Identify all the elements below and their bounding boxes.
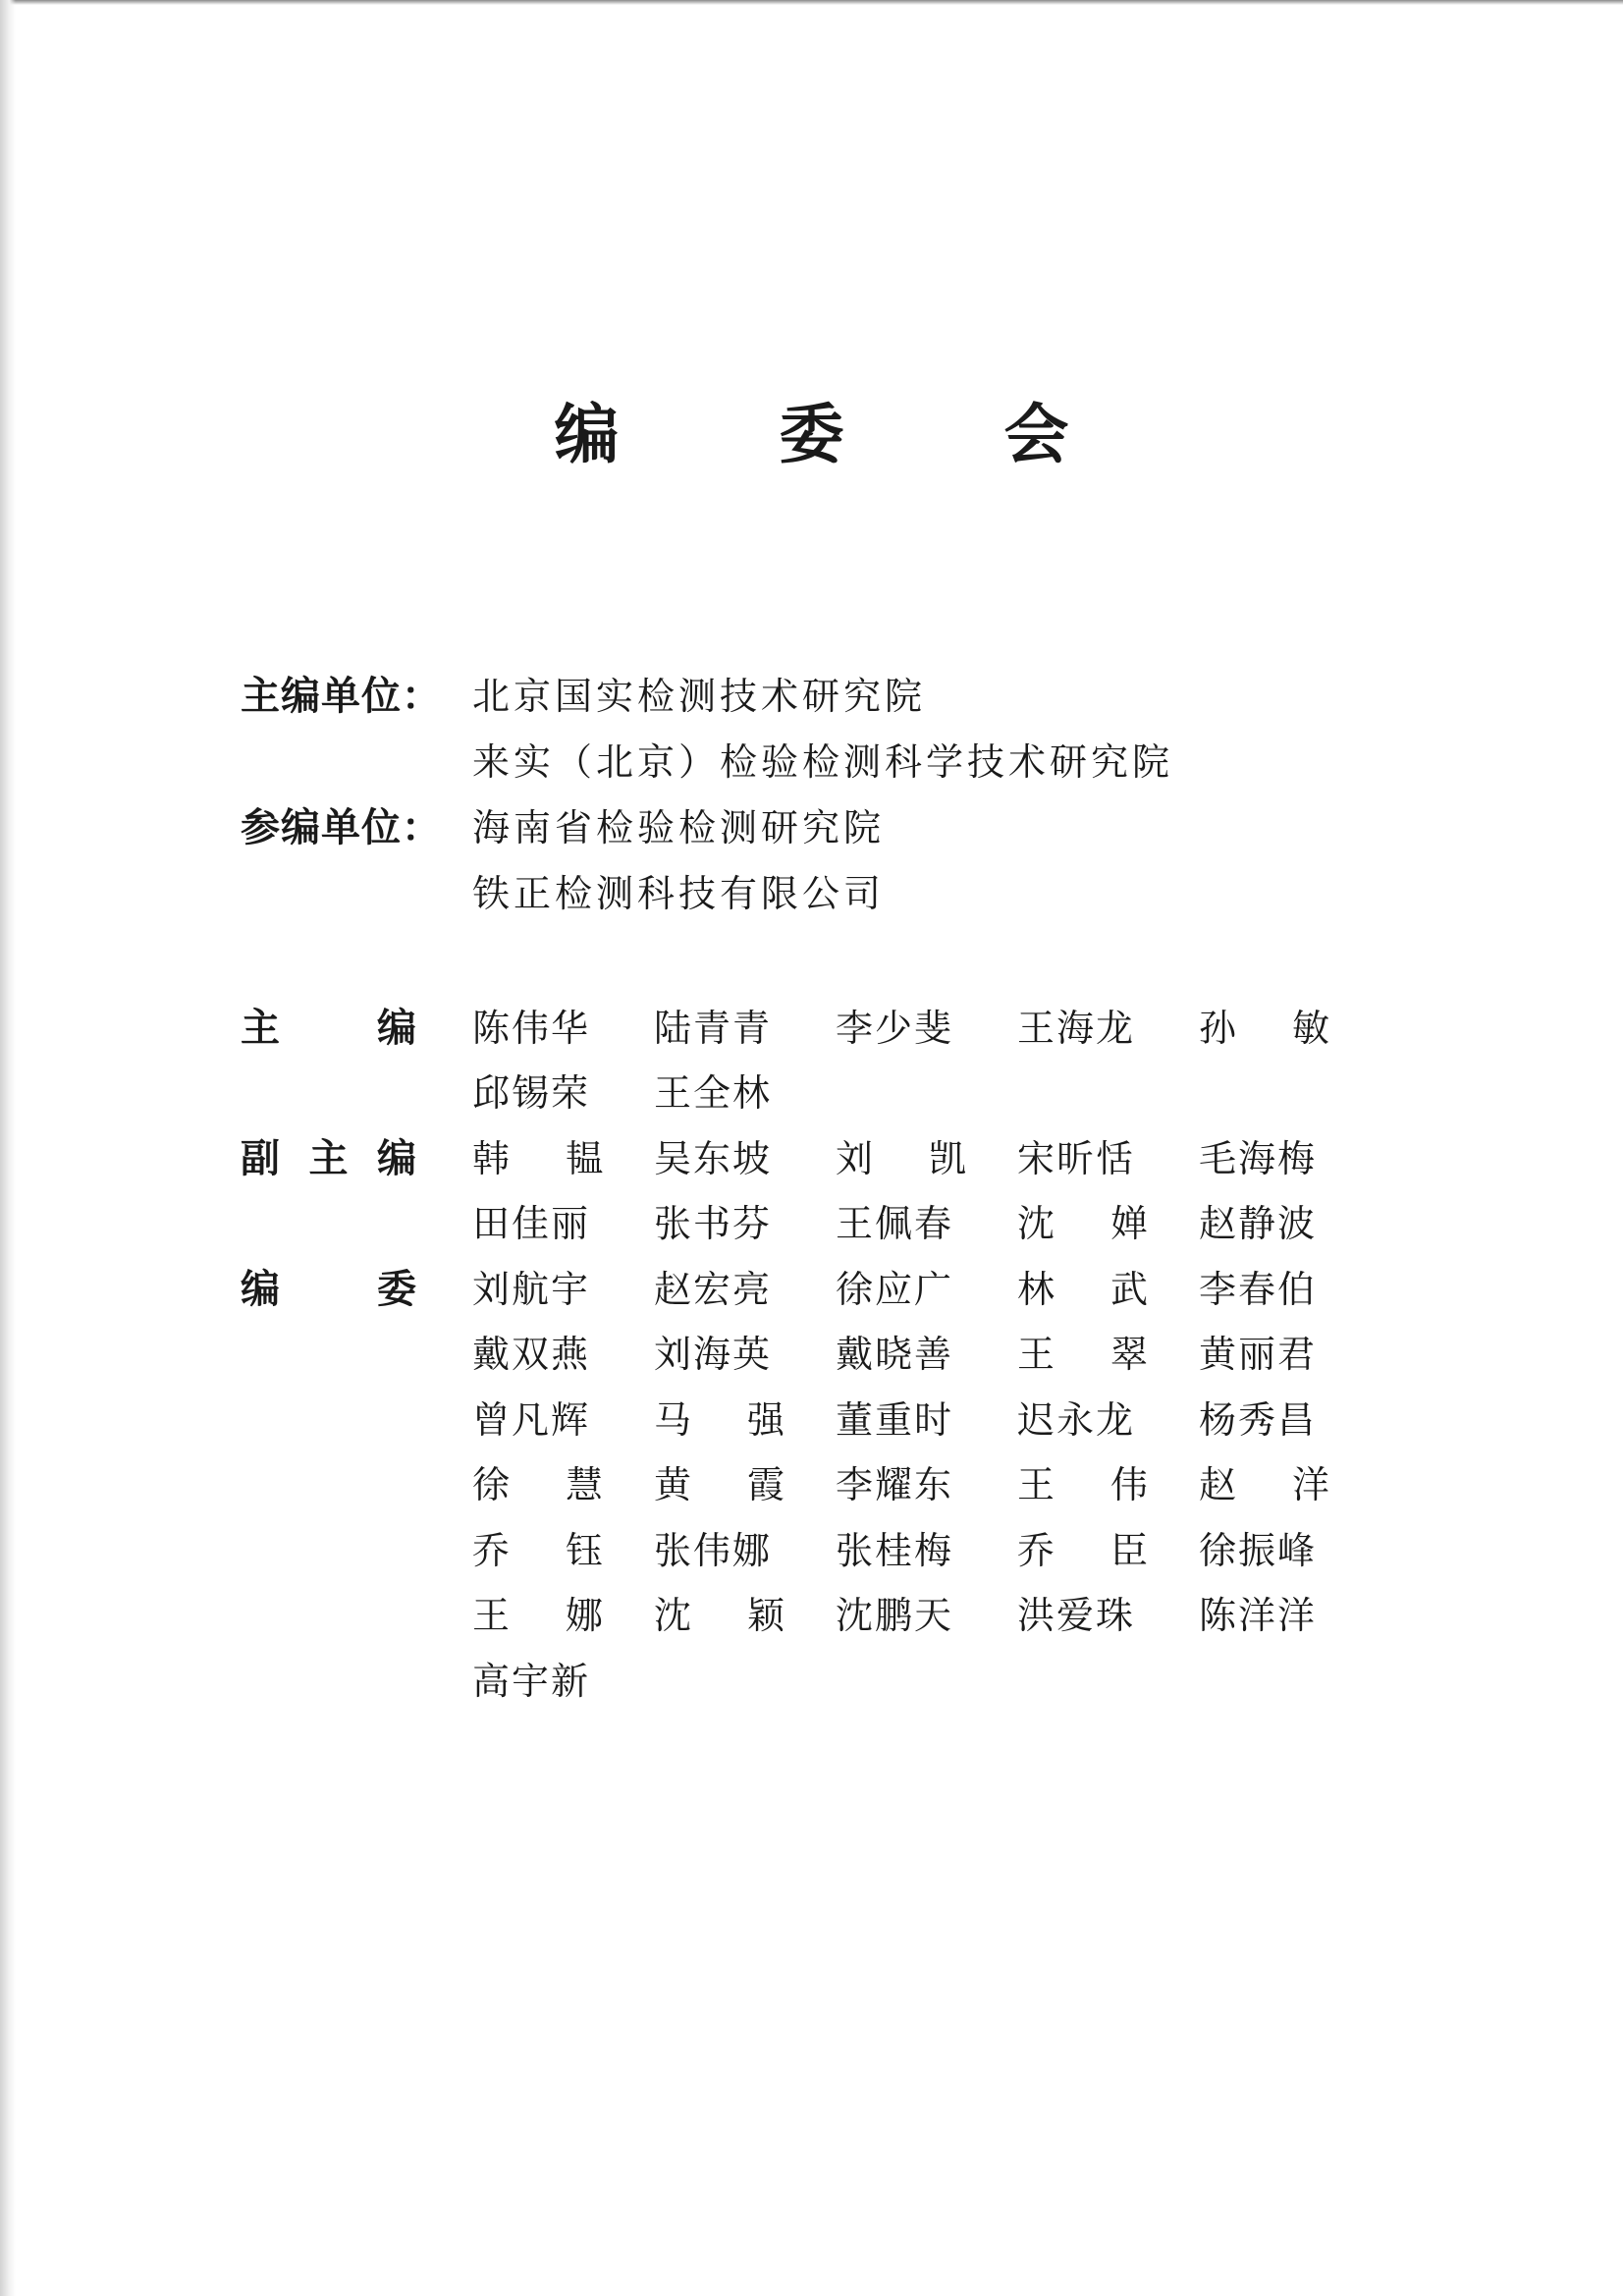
name-char: 王 xyxy=(1017,1463,1055,1507)
person-name: 高宇新 xyxy=(472,1659,591,1703)
role-char: 副 xyxy=(241,1135,280,1181)
person-name: 董重时 xyxy=(836,1397,954,1442)
name-char: 霞 xyxy=(746,1463,784,1507)
name-char: 钰 xyxy=(565,1528,603,1572)
staff-row xyxy=(241,992,1380,1058)
role-label xyxy=(241,997,472,1053)
unit-name: 铁正检测科技有限公司 xyxy=(472,872,886,915)
person-name: 王海龙 xyxy=(1017,1006,1136,1050)
person-name xyxy=(1017,1261,1148,1310)
person-name: 陈伟华 xyxy=(472,1006,591,1050)
name-char: 王 xyxy=(1017,1333,1055,1377)
person-name: 田佳丽 xyxy=(472,1202,591,1246)
editorial-units xyxy=(241,660,1173,923)
unit-row xyxy=(241,857,1173,923)
person-name: 杨秀昌 xyxy=(1199,1397,1318,1442)
name-char: 沈 xyxy=(654,1594,692,1638)
person-name: 张桂梅 xyxy=(836,1528,954,1572)
role-char: 编 xyxy=(241,1266,280,1312)
person-name: 张伟娜 xyxy=(654,1528,773,1572)
unit-name: 北京国实检测技术研究院 xyxy=(472,675,927,718)
person-name: 刘海英 xyxy=(654,1333,773,1377)
unit-name: 来实（北京）检验检测科学技术研究院 xyxy=(472,740,1174,784)
staff-row xyxy=(241,1384,1380,1449)
role-char: 委 xyxy=(377,1266,416,1312)
person-name: 陆青青 xyxy=(654,1006,773,1050)
role-label xyxy=(241,1127,472,1183)
name-char: 翠 xyxy=(1109,1333,1148,1377)
role-char: 主 xyxy=(308,1135,349,1181)
person-name xyxy=(472,1130,603,1179)
name-char: 林 xyxy=(1017,1267,1055,1311)
person-name: 李春伯 xyxy=(1199,1267,1318,1311)
person-name xyxy=(472,1522,603,1571)
name-char: 武 xyxy=(1109,1267,1148,1311)
staff-row xyxy=(241,1580,1380,1646)
name-char: 婵 xyxy=(1109,1202,1148,1246)
unit-row xyxy=(241,792,1173,857)
person-name: 李少斐 xyxy=(836,1006,954,1050)
person-name xyxy=(654,1588,784,1637)
person-name: 沈鹏天 xyxy=(836,1594,954,1638)
person-name: 宋昕恬 xyxy=(1017,1136,1136,1180)
person-name: 陈洋洋 xyxy=(1199,1594,1318,1638)
staff-row xyxy=(241,1514,1380,1580)
name-char: 乔 xyxy=(472,1528,511,1572)
person-name xyxy=(1017,1196,1148,1245)
name-char: 黄 xyxy=(654,1463,692,1507)
person-name: 洪爱珠 xyxy=(1017,1594,1136,1638)
person-name xyxy=(1199,1000,1329,1049)
name-char: 慧 xyxy=(565,1463,603,1507)
unit-row xyxy=(241,660,1173,726)
name-char: 沈 xyxy=(1017,1202,1055,1246)
person-name: 黄丽君 xyxy=(1199,1333,1318,1377)
person-name: 王全林 xyxy=(654,1071,773,1116)
person-name: 赵静波 xyxy=(1199,1202,1318,1246)
person-name xyxy=(654,1457,784,1506)
person-name xyxy=(1199,1457,1329,1506)
role-char: 主 xyxy=(241,1005,280,1051)
person-name xyxy=(1017,1457,1148,1506)
person-name xyxy=(836,1130,966,1179)
editorial-staff-list xyxy=(241,992,1380,1711)
person-name: 曾凡辉 xyxy=(472,1397,591,1442)
person-name: 戴双燕 xyxy=(472,1333,591,1377)
staff-row xyxy=(241,1319,1380,1385)
role-label xyxy=(241,1258,472,1314)
staff-row xyxy=(241,1058,1380,1123)
name-char: 韫 xyxy=(565,1136,603,1180)
unit-label-chief: 主编单位： xyxy=(241,674,442,719)
name-char: 颖 xyxy=(746,1594,784,1638)
person-name: 戴晓善 xyxy=(836,1333,954,1377)
staff-row xyxy=(241,1253,1380,1319)
name-char: 徐 xyxy=(472,1463,511,1507)
name-char: 乔 xyxy=(1017,1528,1055,1572)
person-name: 毛海梅 xyxy=(1199,1136,1318,1180)
person-name: 徐应广 xyxy=(836,1267,954,1311)
name-char: 刘 xyxy=(836,1136,874,1180)
name-char: 孙 xyxy=(1199,1006,1237,1050)
role-char: 编 xyxy=(377,1135,416,1181)
name-char: 娜 xyxy=(565,1594,603,1638)
person-name: 李耀东 xyxy=(836,1463,954,1507)
unit-row xyxy=(241,726,1173,792)
person-name xyxy=(472,1588,603,1637)
person-name xyxy=(654,1392,784,1441)
person-name: 赵宏亮 xyxy=(654,1267,773,1311)
scan-top-edge xyxy=(0,0,1623,5)
person-name: 吴东坡 xyxy=(654,1136,773,1180)
person-name: 刘航宇 xyxy=(472,1267,591,1311)
name-char: 臣 xyxy=(1109,1528,1148,1572)
person-name xyxy=(1017,1327,1148,1376)
name-char: 敏 xyxy=(1291,1006,1329,1050)
person-name: 邱锡荣 xyxy=(472,1071,591,1116)
name-char: 洋 xyxy=(1291,1463,1329,1507)
name-char: 伟 xyxy=(1109,1463,1148,1507)
scan-left-edge xyxy=(0,0,16,2296)
unit-label-participating: 参编单位： xyxy=(241,805,442,850)
unit-name: 海南省检验检测研究院 xyxy=(472,806,886,849)
name-char: 韩 xyxy=(472,1136,511,1180)
person-name: 张书芬 xyxy=(654,1202,773,1246)
name-char: 凯 xyxy=(928,1136,966,1180)
name-char: 王 xyxy=(472,1594,511,1638)
staff-row xyxy=(241,1449,1380,1515)
person-name xyxy=(1017,1522,1148,1571)
staff-row xyxy=(241,1645,1380,1711)
name-char: 强 xyxy=(746,1397,784,1442)
name-char: 赵 xyxy=(1199,1463,1237,1507)
name-char: 马 xyxy=(654,1397,692,1442)
staff-row xyxy=(241,1122,1380,1188)
person-name xyxy=(472,1457,603,1506)
person-name: 迟永龙 xyxy=(1017,1397,1136,1442)
person-name: 王佩春 xyxy=(836,1202,954,1246)
person-name: 徐振峰 xyxy=(1199,1528,1318,1572)
page-title: 编 委 会 xyxy=(554,397,1138,472)
role-char: 编 xyxy=(377,1005,416,1051)
staff-row xyxy=(241,1188,1380,1254)
